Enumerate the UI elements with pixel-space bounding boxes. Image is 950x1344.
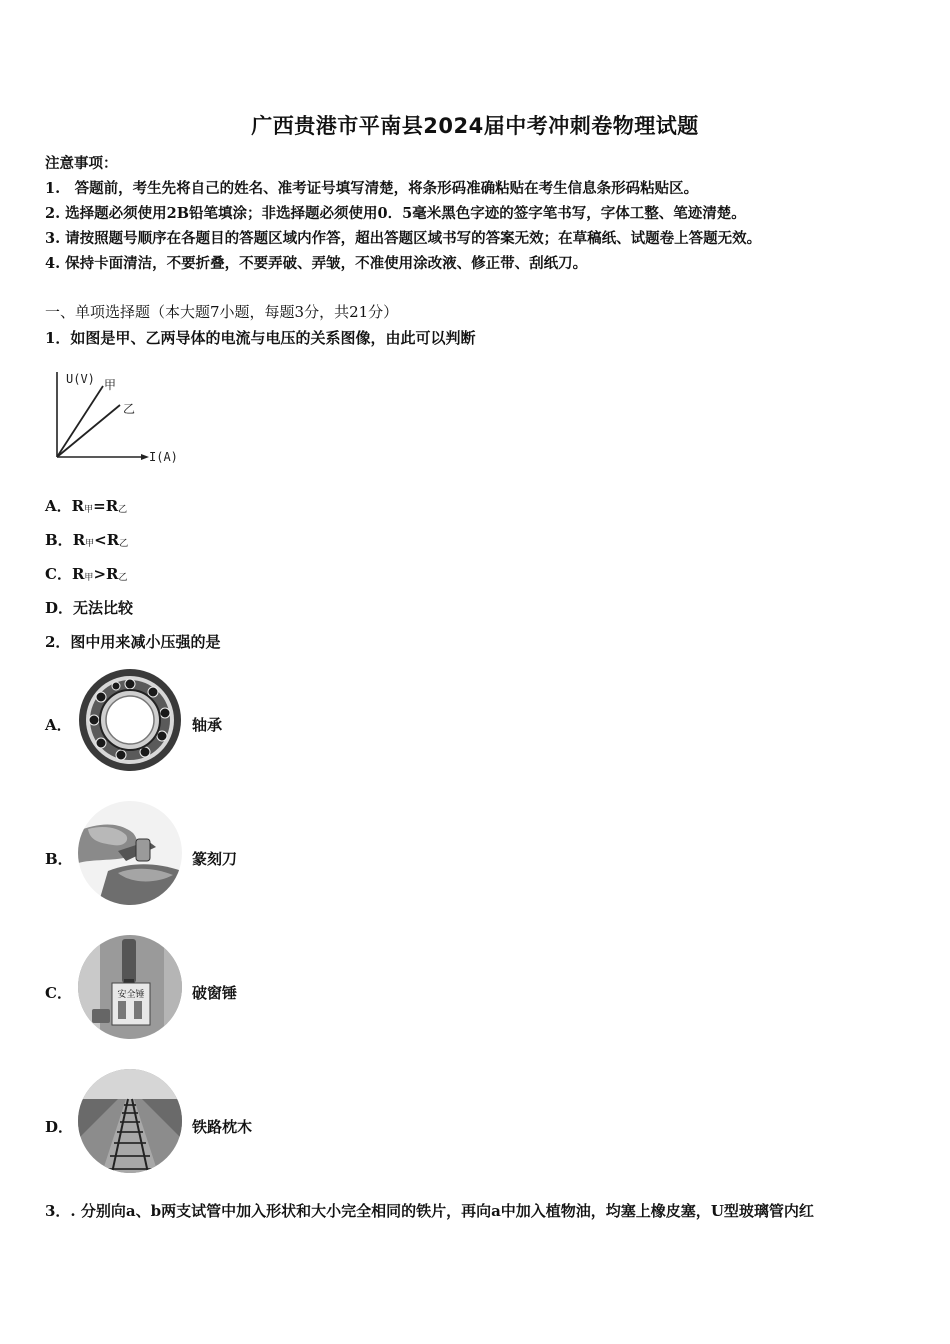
q2-option-b-letter[interactable]: B． (45, 850, 73, 868)
option-op: =R (93, 497, 119, 515)
x-axis-arrow (141, 454, 149, 460)
option-sub: 乙 (118, 505, 128, 515)
option-r: R (72, 531, 86, 549)
q1-option-c[interactable] (45, 563, 128, 584)
q1-option-b[interactable] (45, 529, 128, 550)
q2-option-d-letter[interactable]: D． (45, 1118, 74, 1136)
note-item: 4. 保持卡面清洁，不要折叠，不要弄破、弄皱，不准使用涂改液、修正带、刮纸刀。 (45, 255, 588, 272)
note-item: 2. 选择题必须使用2B铅笔填涂；非选择题必须使用0．5毫米黑色字迹的签字笔书写，字体工整、笔迹清楚。 (45, 205, 746, 222)
question-2-stem: 2．图中用来减小压强的是 (45, 633, 221, 651)
option-sub: 甲 (84, 505, 94, 515)
line-jia (57, 386, 103, 457)
page-title: 广西贵港市平南县2024届中考冲刺卷物理试题 (251, 114, 699, 138)
option-letter: B． (45, 531, 73, 549)
note-item: 3. 请按照题号顺序在各题目的答题区域内作答，超出答题区域书写的答案无效；在草稿纸、试题卷上答题无效。 (45, 230, 762, 247)
q2-option-a-letter[interactable]: A． (45, 716, 72, 734)
q2-option-c-text[interactable]: 破窗锤 (192, 984, 238, 1002)
note-item: 1. 答题前，考生先将自己的姓名、准考证号填写清楚，将条形码准确粘贴在考生信息条形码粘贴区。 (45, 180, 699, 197)
option-sub: 甲 (85, 539, 95, 549)
notes-heading: 注意事项： (45, 155, 118, 172)
section-heading: 一、单项选择题（本大题7小题，每题3分，共21分） (45, 303, 399, 321)
question-3-stem: 3．. 分别向a、b两支试管中加入形状和大小完全相同的铁片，再向a中加入植物油，均塞上橡皮塞，U型玻璃管内红 (45, 1202, 814, 1220)
line-yi-label: 乙 (123, 402, 136, 416)
option-text: 无法比较 (73, 599, 134, 617)
q1-option-d[interactable] (45, 597, 133, 618)
y-axis-label: U(V) (66, 372, 95, 386)
x-axis-label: I(A) (149, 450, 178, 464)
option-r: R (71, 497, 85, 515)
q2-option-a-text[interactable]: 轴承 (192, 716, 223, 734)
q1-option-a[interactable] (45, 495, 127, 516)
option-letter: A． (45, 497, 72, 515)
option-r: R (71, 565, 85, 583)
window-hammer-icon (78, 935, 182, 1039)
option-letter: C． (45, 565, 72, 583)
option-sub: 乙 (119, 539, 129, 549)
option-letter: D． (45, 599, 74, 617)
option-sub: 乙 (118, 573, 128, 583)
u-i-graph (45, 362, 195, 467)
option-op: <R (94, 531, 120, 549)
q2-option-c-letter[interactable]: C． (45, 984, 72, 1002)
line-jia-label: 甲 (104, 378, 117, 392)
option-op: >R (93, 565, 119, 583)
hammer-sign-text: 安全锤 (117, 990, 145, 1000)
bearing-icon (78, 668, 182, 772)
question-1-stem: 1．如图是甲、乙两导体的电流与电压的关系图像，由此可以判断 (45, 329, 476, 347)
option-sub: 甲 (84, 573, 94, 583)
q2-option-b-text[interactable]: 篆刻刀 (192, 850, 238, 868)
railway-sleeper-icon (78, 1069, 182, 1173)
q2-option-d-text[interactable]: 铁路枕木 (192, 1118, 253, 1136)
line-yi (57, 405, 120, 457)
carving-knife-icon (78, 801, 182, 905)
